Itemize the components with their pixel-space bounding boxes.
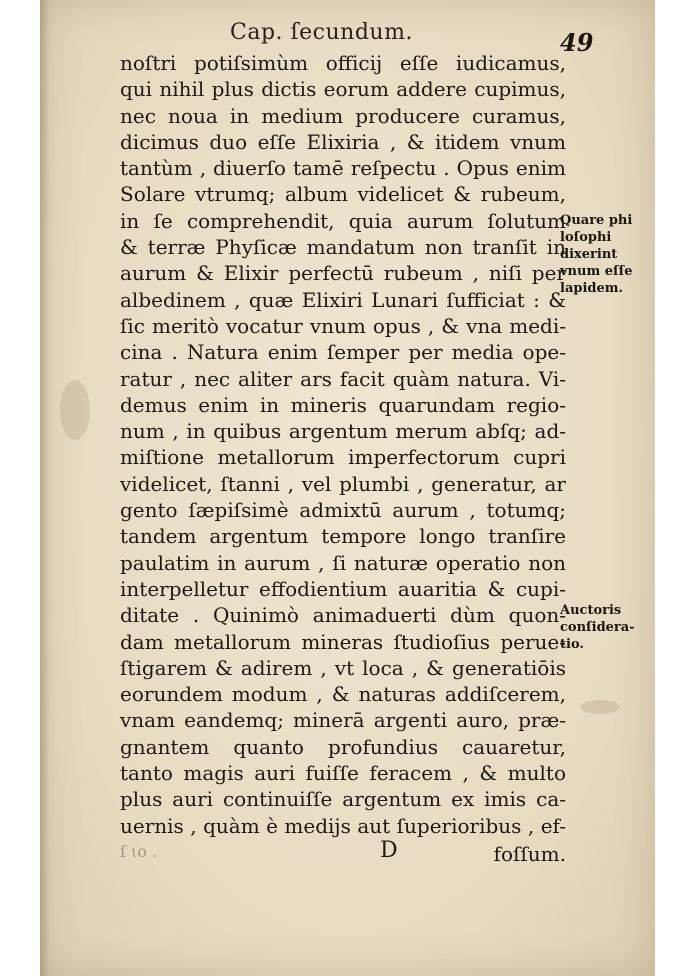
text-line: in ſe comprehendit, quia aurum ſolutum xyxy=(120,208,566,233)
marginal-line: lapidem. xyxy=(560,281,624,296)
text-line: dam metallorum mineras ſtudioſius perue- xyxy=(120,629,566,654)
marginal-note-auctoris xyxy=(560,602,658,653)
paper-stain xyxy=(580,700,620,714)
text-line: aurum & Elixir perfectū rubeum , niſi per xyxy=(120,261,566,286)
text-line: plus auri continuiſſe argentum ex imis ca- xyxy=(120,787,566,812)
text-line: videlicet, ſtanni , vel plumbi , generatur, ar xyxy=(120,471,566,496)
text-line: cina . Natura enim ſemper per media ope- xyxy=(120,340,566,365)
text-line: albedinem , quæ Elixiri Lunari ſufficiat : & xyxy=(120,287,566,312)
marginal-line: conſidera- xyxy=(560,620,635,635)
text-line: Solare vtrumq; album videlicet & rubeum, xyxy=(120,182,566,207)
paper-stain xyxy=(60,380,90,440)
text-line: tantùm , diuerſo tamē reſpectu . Opus enim xyxy=(120,156,566,181)
text-line: tanto magis auri fuiſſe feracem , & multo xyxy=(120,761,566,786)
page-number: 49 xyxy=(560,28,594,57)
text-line: ſtigarem & adirem , vt loca , & generatiōis xyxy=(120,655,566,680)
text-line: nec noua in medium producere curamus, xyxy=(120,103,566,128)
text-line: uernis , quàm è medijs aut ſuperioribus , ef- xyxy=(120,813,566,838)
text-line: dicimus duo eſſe Elixiria , & itidem vnum xyxy=(120,129,566,154)
catchword: foſſum. xyxy=(493,842,566,866)
marginal-line: Auctoris xyxy=(560,603,622,618)
text-line: tandem argentum tempore longo tranſire xyxy=(120,524,566,549)
text-line: interpelletur effodientium auaritia & cupi- xyxy=(120,576,566,601)
signature-mark: D xyxy=(380,838,398,863)
text-line: & terræ Phyſicæ mandatum non tranſit in xyxy=(120,235,566,260)
text-line: gento ſæpiſsimè admixtū aurum , totumq; xyxy=(120,498,566,523)
text-line: noſtri potiſsimùm officij eſſe iudicamus, xyxy=(120,51,566,75)
main-text-block xyxy=(120,50,566,839)
text-line: ſic meritò vocatur vnum opus , & vna medi- xyxy=(120,313,566,338)
text-line: gnantem quanto profundius cauaretur, xyxy=(120,734,566,759)
marginal-note-quare-philosophi xyxy=(560,212,658,297)
text-line: qui nihil plus dictis eorum addere cupimus, xyxy=(120,77,566,102)
text-line: ditate . Quinimò animaduerti dùm quon- xyxy=(120,603,566,628)
text-line: demus enim in mineris quarundam regio- xyxy=(120,392,566,417)
marginal-line: loſophi xyxy=(560,230,612,245)
text-line: num , in quibus argentum merum abſq; ad- xyxy=(120,419,566,444)
marginal-line: vnum eſſe xyxy=(560,264,633,279)
gutter-shadow xyxy=(40,0,50,976)
text-line: ratur , nec aliter ars facit quàm natura. Vi- xyxy=(120,366,566,391)
running-head: Cap. ſecundum. xyxy=(230,20,413,45)
marginal-line: Quare phi xyxy=(560,213,633,228)
text-line: eorundem modum , & naturas addiſcerem, xyxy=(120,682,566,707)
text-line: miſtione metallorum imperfectorum cupri xyxy=(120,445,566,470)
page-footer xyxy=(120,838,566,868)
faded-footer-text: ſ ιο . xyxy=(120,842,158,861)
text-line: paulatim in aurum , ſi naturæ operatio non xyxy=(120,550,566,575)
marginal-line: dixerint xyxy=(560,247,618,262)
text-line: vnam eandemq; minerā argenti auro, præ- xyxy=(120,708,566,733)
book-page xyxy=(40,0,655,976)
marginal-line: tio. xyxy=(560,637,584,652)
